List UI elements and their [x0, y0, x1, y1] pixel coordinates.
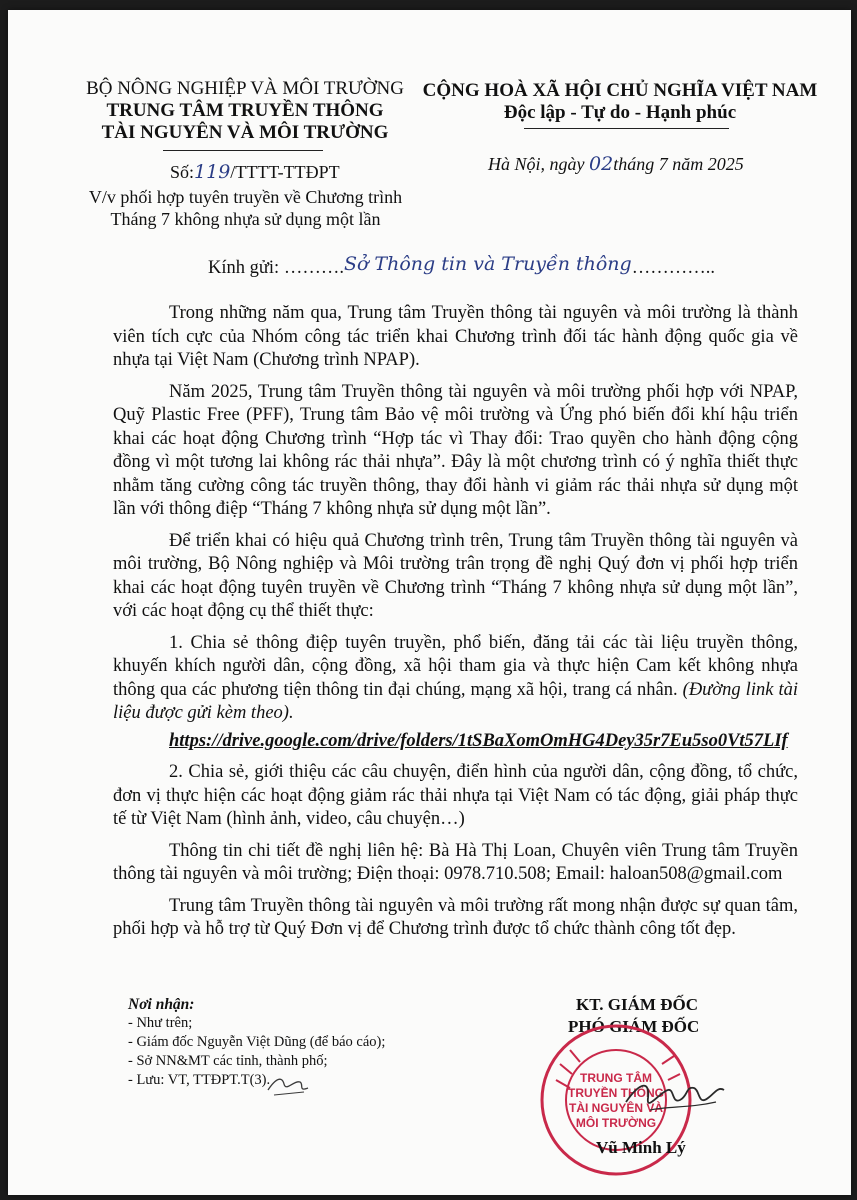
document-number	[170, 161, 340, 183]
number-suffix: /TTTT-TTĐPT	[230, 162, 340, 182]
recipients-block	[128, 995, 385, 1090]
stamp-line-2: TRUYỀN THÔNG	[568, 1086, 664, 1100]
initials-mark	[264, 1070, 314, 1100]
drive-folder-link[interactable]: https://drive.google.com/drive/folders/1tSBaXomOmHG4Dey35r7Eu5so0Vt57LIf	[169, 730, 788, 751]
paragraph-link	[113, 730, 798, 754]
recipient-item: - Sở NN&MT các tỉnh, thành phố;	[128, 1053, 328, 1069]
recipient-label: Kính gửi:	[208, 258, 280, 278]
paragraph-5: 2. Chia sẻ, giới thiệu các câu chuyện, điển hình của người dân, cộng đồng, tổ chức, đơn vị thực hiện các hoạt động giảm rác thải nhựa tại Việt Nam có tác động, giải pháp thực tế từ Việt Nam (hình ảnh, video, câu chuyện…)	[113, 762, 798, 829]
document-page	[8, 10, 851, 1195]
recipient-line	[208, 253, 715, 279]
center-name-line2: TÀI NGUYÊN VÀ MÔI TRƯỜNG	[101, 122, 389, 143]
recipient-handwritten: Sở Thông tin và Truyền thông	[343, 253, 632, 275]
paragraph-6: Thông tin chi tiết đề nghị liên hệ: Bà Hà Thị Loan, Chuyên viên Trung tâm Truyền thông tài nguyên và môi trường; Điện thoại: 0978.710.508; Email: haloan508@gmail.com	[113, 840, 798, 884]
national-motto: Độc lập - Tự do - Hạnh phúc	[503, 102, 737, 123]
signature-title-1: KT. GIÁM ĐỐC	[576, 995, 698, 1014]
recipient-dots-after: …………..	[631, 258, 715, 278]
date-suffix: tháng 7 năm 2025	[613, 154, 744, 174]
signature-title-2: PHÓ GIÁM ĐỐC	[568, 1017, 700, 1036]
header-left-rule	[163, 150, 323, 151]
paragraph-7: Trung tâm Truyền thông tài nguyên và môi trường rất mong nhận được sự quan tâm, phối hợp và hỗ trợ từ Quý Đơn vị để Chương trình được tổ chức thành công tốt đẹp.	[113, 895, 798, 939]
handwritten-signature	[620, 1072, 740, 1122]
recipient-item: - Như trên;	[128, 1015, 193, 1031]
document-body	[113, 302, 798, 950]
ministry-name: BỘ NÔNG NGHIỆP VÀ MÔI TRƯỜNG	[86, 78, 404, 99]
signer-name: Vũ Minh Lý	[596, 1138, 686, 1157]
number-handwritten: 119	[194, 161, 231, 183]
header-right-rule	[524, 128, 729, 129]
nation-name: CỘNG HOÀ XÃ HỘI CHỦ NGHĨA VIỆT NAM	[422, 80, 818, 101]
recipient-dots-before: ……….	[283, 258, 344, 278]
subject-line2: Tháng 7 không nhựa sử dụng một lần	[110, 209, 381, 229]
number-prefix: Số:	[170, 162, 195, 182]
paragraph-2: Năm 2025, Trung tâm Truyền thông tài nguyên và môi trường phối hợp với NPAP, Quỹ Plastic Free (PFF), Trung tâm Bảo vệ môi trường và Ứng phó biến đổi khí hậu triển khai các hoạt động Chương trình “Hợp tác vì Thay đổi: Trao quyền cho hành động cộng đồng vì một tương lai không rác thải nhựa”. Đây là một chương trình có ý nghĩa thiết thực nhằm tăng cường công tác truyền thông, thay đổi hành vi giảm rác thải nhựa sử dụng một lần với thông điệp “Tháng 7 không nhựa sử dụng một lần”.	[113, 381, 798, 519]
paragraph-3: Để triển khai có hiệu quả Chương trình trên, Trung tâm Truyền thông tài nguyên và môi trường, Bộ Nông nghiệp và Môi trường trân trọng đề nghị Quý đơn vị phối hợp triển khai các hoạt động tuyên truyền về Chương trình “Tháng 7 không nhựa sử dụng một lần”, với các hoạt động cụ thể thiết thực:	[113, 530, 798, 621]
stamp-line-4: MÔI TRƯỜNG	[575, 1116, 657, 1130]
recipient-item: - Giám đốc Nguyễn Việt Dũng (để báo cáo);	[128, 1034, 386, 1050]
date-prefix: Hà Nội, ngày	[488, 154, 585, 174]
paragraph-4	[113, 632, 798, 726]
date-day-handwritten: 02	[589, 153, 614, 175]
stamp-line-1: TRUNG TÂM	[580, 1071, 652, 1085]
subject-line1: V/v phối hợp tuyên truyền về Chương trình	[88, 187, 403, 207]
center-name-line1: TRUNG TÂM TRUYỀN THÔNG	[106, 100, 384, 121]
paragraph-4-text: 1. Chia sẻ thông điệp tuyên truyền, phổ biến, đăng tải các tài liệu truyền thông, khuyến khích người dân, cộng đồng, xã hội tham gia và thực hiện Cam kết không nhựa thông qua các phương tiện thông tin đại chúng, mạng xã hội, trang cá nhân.	[113, 632, 798, 700]
paragraph-1: Trong những năm qua, Trung tâm Truyền thông tài nguyên và môi trường là thành viên tích cực của Nhóm công tác triển khai Chương trình đối tác hành động quốc gia về nhựa tại Việt Nam (Chương trình NPAP).	[113, 303, 798, 370]
recipients-title: Nơi nhận:	[128, 996, 195, 1013]
document-date	[488, 153, 744, 175]
paragraph-4-note: (Đường link tài liệu được gửi kèm theo).	[113, 679, 798, 723]
stamp-line-3: TÀI NGUYÊN VÀ	[568, 1101, 664, 1115]
recipient-item: - Lưu: VT, TTĐPT.T(3).	[128, 1072, 271, 1088]
